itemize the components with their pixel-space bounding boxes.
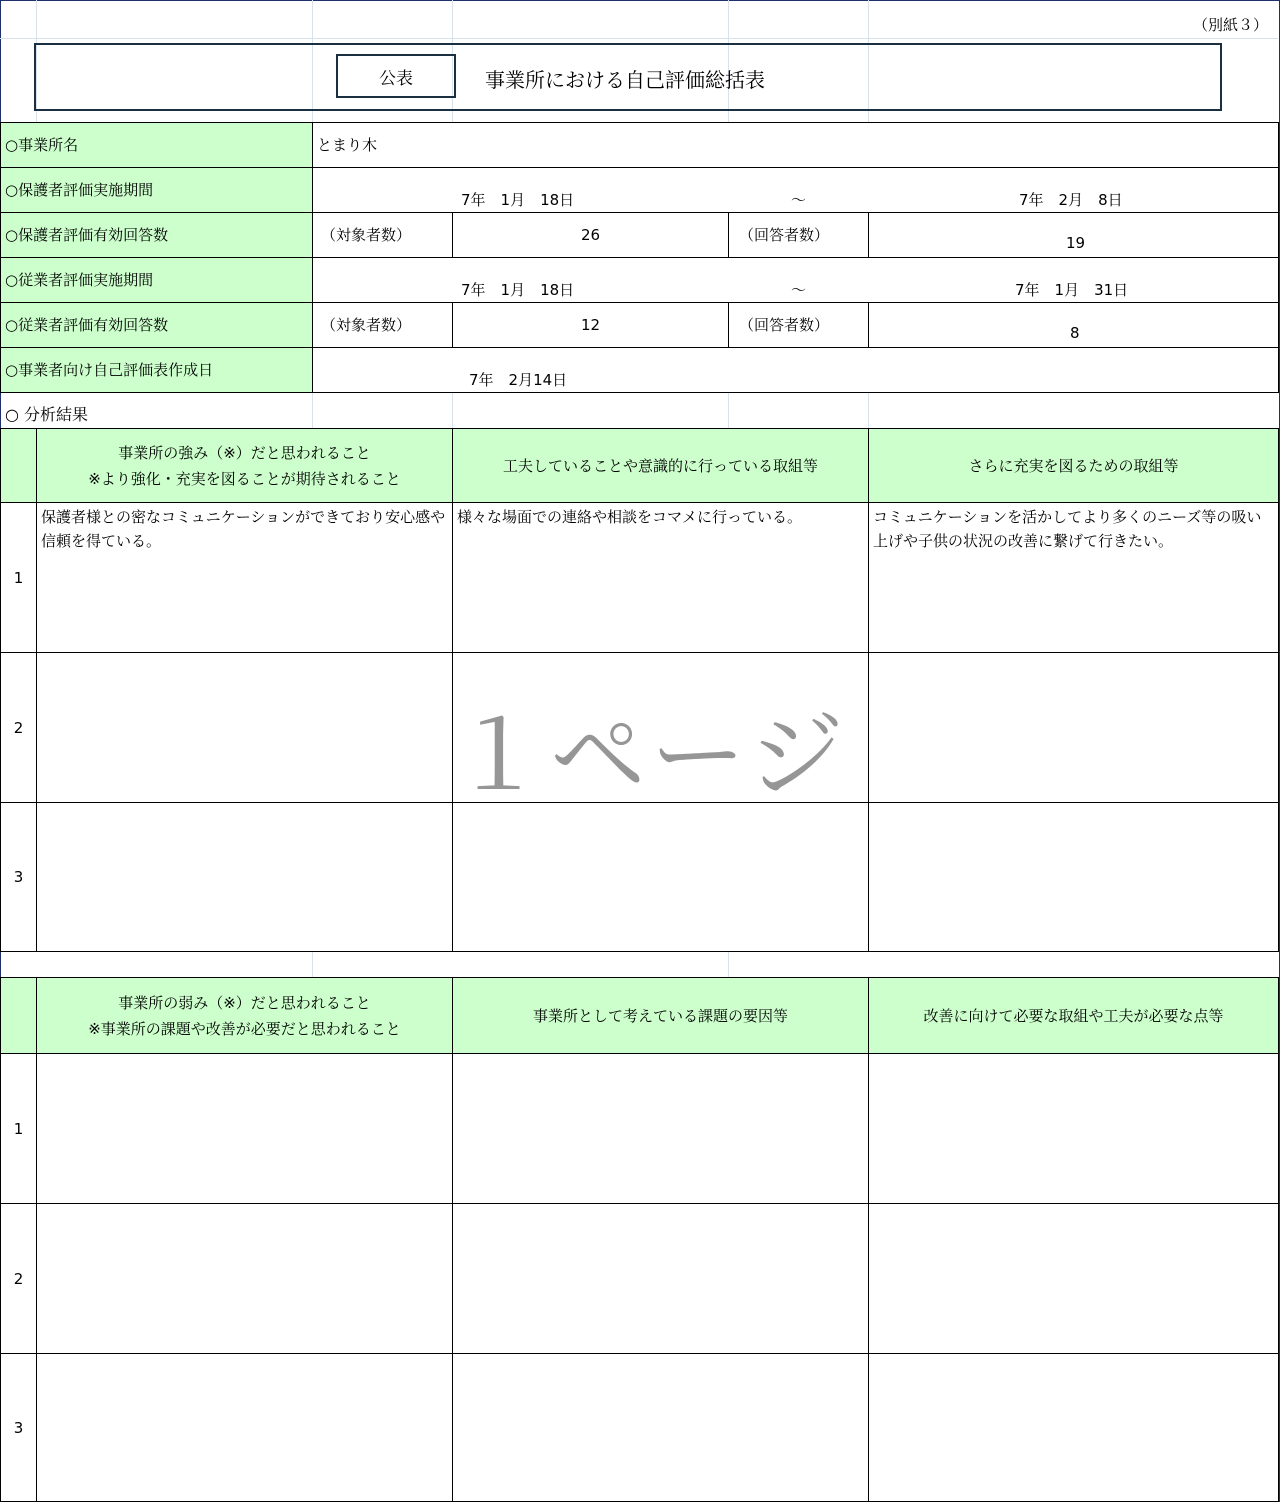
row-number: 1 xyxy=(13,568,24,587)
staff-respondents-value: 8 xyxy=(1070,324,1080,342)
strength-cell[interactable] xyxy=(36,652,453,803)
cause-cell[interactable] xyxy=(452,1203,869,1354)
staff-period-start: 7年 1月 18日 xyxy=(461,281,575,299)
public-label: 公表 xyxy=(336,54,456,98)
strength-cell[interactable] xyxy=(36,802,453,952)
strengths-col2-label: 工夫していることや意識的に行っている取組等 xyxy=(502,456,818,475)
row-number: 2 xyxy=(13,718,24,737)
staff-period-label-cell xyxy=(0,257,313,303)
guardian-respondent-label-cell xyxy=(728,212,869,258)
respondent-label: （回答者数） xyxy=(739,226,830,244)
gridline xyxy=(452,392,453,428)
row-number-cell xyxy=(0,1053,37,1204)
strengths-col3-label: さらに充実を図るための取組等 xyxy=(968,456,1179,475)
created-date: 7年 2月14日 xyxy=(469,371,568,389)
guardian-period-cell[interactable] xyxy=(312,167,1279,213)
staff-target-cell[interactable] xyxy=(452,302,729,348)
strengths-corner-cell xyxy=(0,428,37,503)
guardian-target-label-cell xyxy=(312,212,453,258)
row-number: 3 xyxy=(13,868,24,886)
gridline xyxy=(728,392,729,428)
improvement-cell[interactable] xyxy=(868,1053,1279,1204)
effort-cell[interactable] xyxy=(452,802,869,952)
attachment-label: （別紙３） xyxy=(1192,16,1268,34)
guardian-target-value: 26 xyxy=(580,226,601,244)
weaknesses-col3-header xyxy=(868,977,1279,1054)
enhancement-text: コミュニケーションを活かしてより多くのニーズ等の吸い上げや子供の状況の改善に繋げて行きたい。 xyxy=(873,508,1262,550)
target-label: （対象者数） xyxy=(321,316,412,334)
weaknesses-col1-line1: 事業所の弱み（※）だと思われること xyxy=(118,993,371,1012)
respondent-label: （回答者数） xyxy=(739,316,830,334)
page-title: 事業所における自己評価総括表 xyxy=(485,68,765,92)
strength-cell[interactable] xyxy=(36,502,453,653)
weaknesses-col3-label: 改善に向けて必要な取組や工夫が必要な点等 xyxy=(923,1006,1224,1025)
staff-period-cell[interactable] xyxy=(312,257,1279,303)
created-label: ○事業者向け自己評価表作成日 xyxy=(5,361,214,379)
staff-period-label: ○従業者評価実施期間 xyxy=(5,271,154,289)
gridline xyxy=(728,952,729,978)
guardian-answers-label: ○保護者評価有効回答数 xyxy=(5,226,169,244)
enhancement-cell[interactable] xyxy=(868,802,1279,952)
cause-cell[interactable] xyxy=(452,1053,869,1204)
facility-name-cell[interactable] xyxy=(312,122,1279,168)
weakness-cell[interactable] xyxy=(36,1353,453,1502)
enhancement-cell[interactable] xyxy=(868,502,1279,653)
row-number-cell xyxy=(0,652,37,803)
strength-text: 保護者様との密なコミュニケーションができており安心感や信頼を得ている。 xyxy=(41,508,446,550)
facility-label: ○事業所名 xyxy=(5,136,79,154)
weaknesses-col2-header xyxy=(452,977,869,1054)
strengths-col1-line1: 事業所の強み（※）だと思われること xyxy=(118,443,371,462)
gridline xyxy=(312,952,313,978)
row-number-cell xyxy=(0,1353,37,1502)
analysis-label: ○ 分析結果 xyxy=(5,405,89,424)
weakness-cell[interactable] xyxy=(36,1203,453,1354)
created-label-cell xyxy=(0,347,313,393)
improvement-cell[interactable] xyxy=(868,1353,1279,1502)
row-number: 1 xyxy=(13,1119,24,1138)
strengths-col1-header xyxy=(36,428,453,503)
page-watermark: １ページ xyxy=(450,700,849,812)
target-label: （対象者数） xyxy=(321,226,412,244)
staff-answers-label-cell xyxy=(0,302,313,348)
guardian-answers-label-cell xyxy=(0,212,313,258)
staff-period-sep: ～ xyxy=(791,281,807,299)
guardian-respondents-cell[interactable] xyxy=(868,212,1279,258)
row-number-cell xyxy=(0,502,37,653)
effort-cell[interactable] xyxy=(452,502,869,653)
row-number: 3 xyxy=(13,1418,24,1437)
guardian-period-end: 7年 2月 8日 xyxy=(1019,191,1123,209)
enhancement-cell[interactable] xyxy=(868,652,1279,803)
row-number: 2 xyxy=(13,1269,24,1288)
staff-target-value: 12 xyxy=(580,316,601,334)
strengths-col3-header xyxy=(868,428,1279,503)
guardian-period-label: ○保護者評価実施期間 xyxy=(5,181,154,199)
guardian-period-label-cell xyxy=(0,167,313,213)
facility-name: とまり木 xyxy=(317,136,378,154)
weaknesses-corner-cell xyxy=(0,977,37,1054)
gridline xyxy=(868,392,869,428)
effort-text: 様々な場面での連絡や相談をコマメに行っている。 xyxy=(457,508,803,526)
improvement-cell[interactable] xyxy=(868,1203,1279,1354)
weaknesses-col1-line2: ※事業所の課題や改善が必要だと思われること xyxy=(88,1019,401,1038)
created-date-cell[interactable] xyxy=(312,347,1279,393)
row-number-cell xyxy=(0,802,37,952)
staff-answers-label: ○従業者評価有効回答数 xyxy=(5,316,169,334)
staff-period-end: 7年 1月 31日 xyxy=(1015,281,1129,299)
staff-target-label-cell xyxy=(312,302,453,348)
gridline xyxy=(0,38,1278,39)
staff-respondent-label-cell xyxy=(728,302,869,348)
guardian-target-cell[interactable] xyxy=(452,212,729,258)
row-number-cell xyxy=(0,1203,37,1354)
staff-respondents-cell[interactable] xyxy=(868,302,1279,348)
gridline xyxy=(312,392,313,428)
cause-cell[interactable] xyxy=(452,1353,869,1502)
guardian-period-sep: ～ xyxy=(791,191,807,209)
guardian-respondents-value: 19 xyxy=(1066,234,1086,252)
weaknesses-col1-header xyxy=(36,977,453,1054)
guardian-period-start: 7年 1月 18日 xyxy=(461,191,575,209)
facility-label-cell xyxy=(0,122,313,168)
strengths-col2-header xyxy=(452,428,869,503)
strengths-col1-line2: ※より強化・充実を図ることが期待されること xyxy=(88,469,401,488)
weakness-cell[interactable] xyxy=(36,1053,453,1204)
weaknesses-col2-label: 事業所として考えている課題の要因等 xyxy=(532,1006,788,1025)
